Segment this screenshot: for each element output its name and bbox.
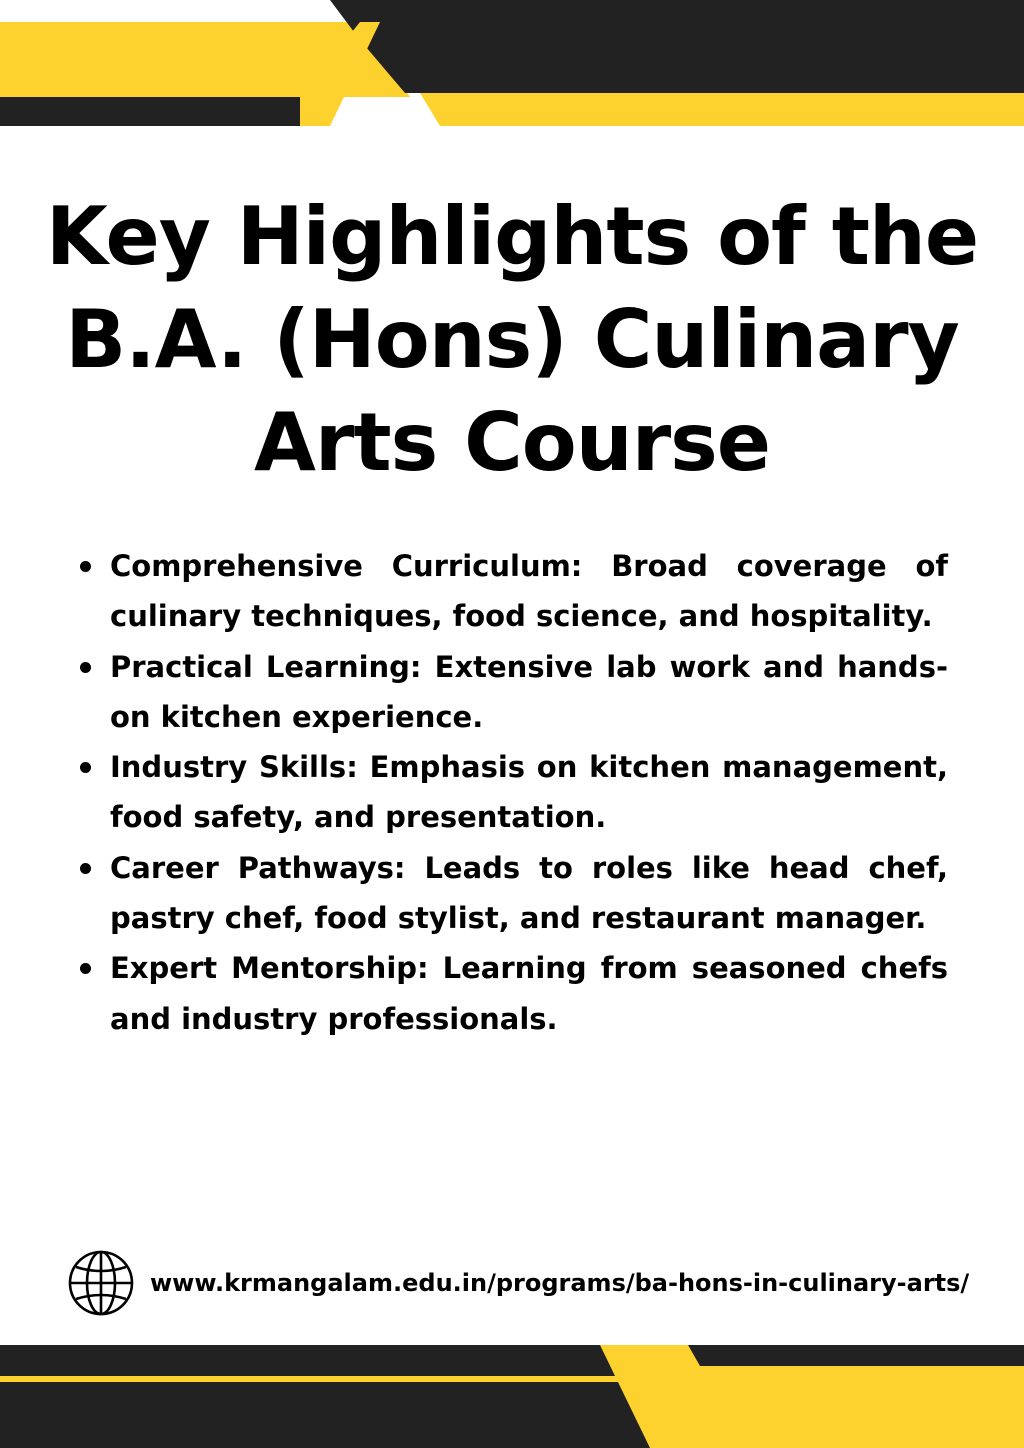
bullet-icon	[80, 863, 91, 874]
bullet-icon	[80, 662, 91, 673]
bottom-dark-band-left	[0, 1382, 700, 1448]
globe-icon	[68, 1250, 134, 1316]
website-url-link[interactable]: www.krmangalam.edu.in/programs/ba-hons-in-culinary-arts/	[150, 1269, 970, 1297]
title-line-1: Key Highlights of the	[45, 190, 979, 283]
top-dark-band-right	[330, 0, 1024, 93]
list-item	[68, 843, 948, 944]
title-line-3: Arts Course	[253, 396, 771, 489]
top-yellow-strip-right	[420, 93, 1024, 126]
top-banner	[0, 0, 1024, 130]
top-dark-strip-left	[0, 97, 325, 126]
bottom-dark-strip-left	[0, 1345, 640, 1376]
top-banner-graphic	[0, 0, 1024, 130]
bullet-icon	[80, 762, 91, 773]
page-title	[0, 185, 1024, 494]
list-item	[68, 642, 948, 743]
highlight-text: Practical Learning: Extensive lab work and hands-on kitchen experience.	[110, 649, 948, 734]
highlight-text: Industry Skills: Emphasis on kitchen management, food safety, and presentation.	[110, 750, 948, 835]
highlight-text: Career Pathways: Leads to roles like head chef, pastry chef, food stylist, and restaurant manager.	[110, 850, 948, 936]
highlights-list	[68, 541, 948, 1044]
bottom-dark-strip-right	[688, 1345, 1024, 1366]
bottom-yellow-band-right	[700, 1366, 1024, 1448]
bottom-banner-graphic	[0, 1340, 1024, 1448]
highlight-text: Comprehensive Curriculum: Broad coverage of culinary techniques, food science, and hospitality.	[110, 549, 948, 634]
list-item	[68, 541, 948, 642]
bottom-banner	[0, 1340, 1024, 1448]
list-item	[68, 943, 948, 1044]
bottom-yellow-thin-line	[0, 1376, 650, 1382]
bullet-icon	[80, 561, 91, 572]
bullet-icon	[80, 963, 91, 974]
title-line-2: B.A. (Hons) Culinary	[65, 293, 959, 386]
list-item	[68, 742, 948, 843]
highlight-text: Expert Mentorship: Learning from seasoned chefs and industry professionals.	[110, 951, 948, 1036]
website-link-row	[68, 1250, 969, 1316]
